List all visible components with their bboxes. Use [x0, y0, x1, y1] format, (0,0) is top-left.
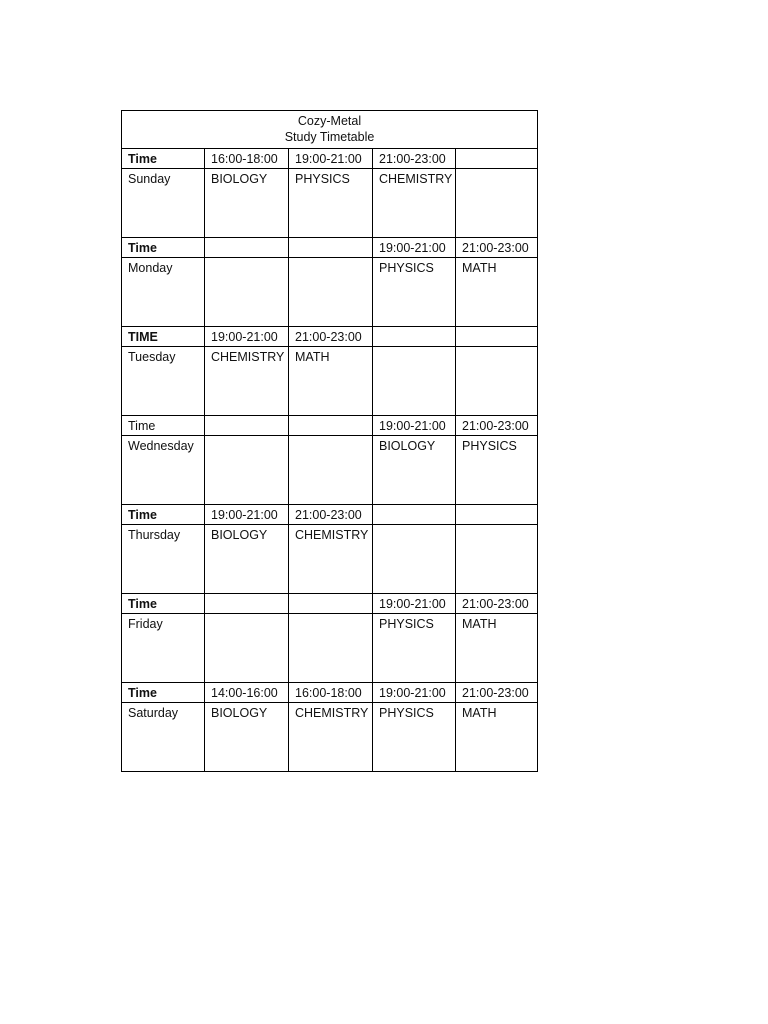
- day-row: [122, 614, 538, 683]
- time-slot-cell: 19:00-21:00: [373, 683, 456, 703]
- subject-cell: BIOLOGY: [205, 703, 289, 772]
- time-slot-cell: [205, 416, 289, 436]
- subject-cell: [205, 258, 289, 327]
- day-name: Tuesday: [122, 347, 205, 416]
- time-slot-cell: 19:00-21:00: [373, 238, 456, 258]
- subject-cell: [373, 525, 456, 594]
- time-slot-cell: 19:00-21:00: [205, 505, 289, 525]
- time-slot-cell: [456, 505, 538, 525]
- subject-cell: [456, 525, 538, 594]
- time-label: Time: [122, 594, 205, 614]
- subject-cell: MATH: [456, 258, 538, 327]
- time-slot-cell: [289, 594, 373, 614]
- time-slot-cell: [456, 149, 538, 169]
- subject-cell: PHYSICS: [289, 169, 373, 238]
- subject-cell: MATH: [456, 614, 538, 683]
- subject-cell: PHYSICS: [373, 258, 456, 327]
- time-row: [122, 149, 538, 169]
- time-row: [122, 416, 538, 436]
- time-label: Time: [122, 505, 205, 525]
- time-row: [122, 505, 538, 525]
- time-slot-cell: 21:00-23:00: [289, 505, 373, 525]
- time-slot-cell: [205, 594, 289, 614]
- time-slot-cell: [456, 327, 538, 347]
- subject-cell: [289, 258, 373, 327]
- time-row: [122, 683, 538, 703]
- time-slot-cell: 19:00-21:00: [205, 327, 289, 347]
- timetable-title: [122, 111, 538, 149]
- time-row: [122, 594, 538, 614]
- subject-cell: [205, 436, 289, 505]
- time-slot-cell: 16:00-18:00: [289, 683, 373, 703]
- subject-cell: [456, 347, 538, 416]
- subject-cell: PHYSICS: [373, 703, 456, 772]
- subject-cell: CHEMISTRY: [289, 525, 373, 594]
- subject-cell: [456, 169, 538, 238]
- time-slot-cell: 21:00-23:00: [456, 416, 538, 436]
- subject-cell: PHYSICS: [373, 614, 456, 683]
- subject-cell: BIOLOGY: [205, 169, 289, 238]
- day-name: Thursday: [122, 525, 205, 594]
- time-slot-cell: [289, 416, 373, 436]
- subject-cell: MATH: [456, 703, 538, 772]
- subject-cell: BIOLOGY: [205, 525, 289, 594]
- subject-cell: CHEMISTRY: [205, 347, 289, 416]
- time-slot-cell: 14:00-16:00: [205, 683, 289, 703]
- day-name: Monday: [122, 258, 205, 327]
- time-slot-cell: 16:00-18:00: [205, 149, 289, 169]
- day-row: [122, 169, 538, 238]
- day-row: [122, 525, 538, 594]
- time-slot-cell: 19:00-21:00: [373, 416, 456, 436]
- subject-cell: CHEMISTRY: [373, 169, 456, 238]
- time-slot-cell: 21:00-23:00: [456, 594, 538, 614]
- time-slot-cell: 19:00-21:00: [289, 149, 373, 169]
- time-label: TIME: [122, 327, 205, 347]
- time-slot-cell: [373, 327, 456, 347]
- day-row: [122, 347, 538, 416]
- subject-cell: [205, 614, 289, 683]
- day-name: Wednesday: [122, 436, 205, 505]
- time-label: Time: [122, 238, 205, 258]
- day-name: Saturday: [122, 703, 205, 772]
- title-line-1: Cozy-Metal: [297, 114, 362, 128]
- time-slot-cell: 21:00-23:00: [373, 149, 456, 169]
- day-name: Sunday: [122, 169, 205, 238]
- time-slot-cell: [205, 238, 289, 258]
- subject-cell: CHEMISTRY: [289, 703, 373, 772]
- subject-cell: MATH: [289, 347, 373, 416]
- subject-cell: [289, 436, 373, 505]
- title-row: [122, 111, 538, 149]
- time-label: Time: [122, 416, 205, 436]
- study-timetable: [121, 110, 538, 772]
- time-slot-cell: 19:00-21:00: [373, 594, 456, 614]
- day-name: Friday: [122, 614, 205, 683]
- subject-cell: [373, 347, 456, 416]
- day-row: [122, 703, 538, 772]
- subject-cell: [289, 614, 373, 683]
- day-row: [122, 258, 538, 327]
- time-slot-cell: [289, 238, 373, 258]
- subject-cell: BIOLOGY: [373, 436, 456, 505]
- time-slot-cell: 21:00-23:00: [289, 327, 373, 347]
- time-slot-cell: [373, 505, 456, 525]
- time-label: Time: [122, 149, 205, 169]
- title-line-2: Study Timetable: [284, 130, 375, 144]
- day-row: [122, 436, 538, 505]
- time-label: Time: [122, 683, 205, 703]
- time-slot-cell: 21:00-23:00: [456, 683, 538, 703]
- time-slot-cell: 21:00-23:00: [456, 238, 538, 258]
- subject-cell: PHYSICS: [456, 436, 538, 505]
- time-row: [122, 238, 538, 258]
- time-row: [122, 327, 538, 347]
